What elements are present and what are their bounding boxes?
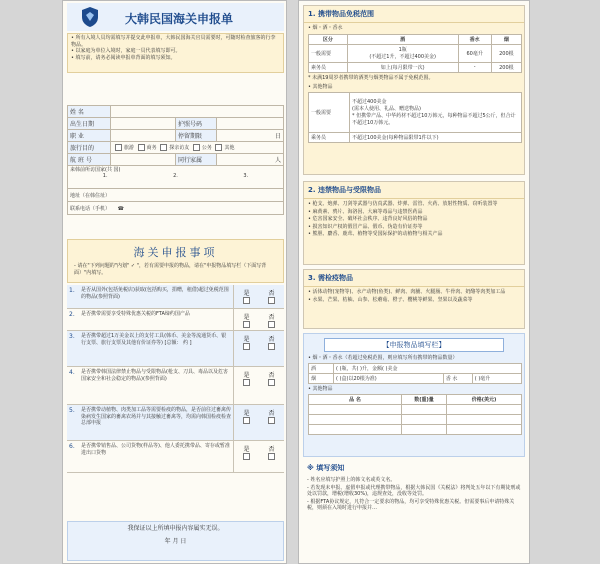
tobacco-alcohol-table — [308, 363, 522, 384]
purpose-option: 其他 — [224, 145, 235, 151]
instructions-section — [303, 461, 525, 564]
address-label: 地址（在韩住址） — [70, 192, 111, 199]
prohibited-list — [304, 199, 524, 241]
price-field[interactable] — [447, 415, 522, 425]
section-note: * 未满19周岁者携带的酒类与烟类物品不属于免税范围。 — [308, 74, 434, 81]
no-checkbox[interactable] — [268, 379, 275, 386]
companions-label: 同行家属 — [176, 154, 217, 166]
customs-shield-icon — [81, 6, 99, 28]
country-index: 2. — [173, 173, 178, 179]
flight-field[interactable] — [111, 154, 176, 166]
table-header: 烟 — [491, 34, 521, 44]
list-item: - 姓名应填写护照上的韩文名或英文名。 — [307, 477, 396, 483]
no-checkbox[interactable] — [268, 321, 275, 328]
section-title: 1. 携带物品免税范围 — [304, 6, 524, 23]
form-sub: • 其他物品 — [308, 385, 333, 392]
table-header: 酒 — [347, 34, 458, 44]
no-checkbox[interactable] — [268, 343, 275, 350]
purpose-option: 公务 — [201, 145, 212, 151]
qty-field[interactable] — [402, 415, 447, 425]
list-item: • 麻黄素、鸦片、海洛因、大麻等毒品与违禁医药品 — [308, 208, 423, 215]
no-checkbox[interactable] — [268, 453, 275, 460]
companions-unit: 人 — [217, 154, 284, 166]
yes-checkbox[interactable] — [243, 343, 250, 350]
purpose-option: 旅游 — [124, 145, 135, 151]
table-cell: 一般需要 — [309, 92, 350, 132]
intro-line: • 填写前，请务必阅读申报单背面的填写须知。 — [71, 54, 176, 61]
list-item: • 枪支、炮弹、刀剑等武器与仿真武器、炸弹、雷管、火药、放射性物质、窃听装置等 — [308, 201, 498, 207]
phone-row[interactable] — [68, 202, 284, 215]
table-cell: 如上(每月限带一次) — [347, 62, 458, 72]
qty-field[interactable] — [402, 425, 447, 435]
yes-label: 是 — [243, 336, 250, 343]
table-header: 数(重)量 — [402, 395, 447, 405]
item-question: 是否从国外(包括免税店)获取(包括购买，捐赠，租借)超过免税范围的物品(参照背面) — [81, 287, 229, 300]
item-field[interactable] — [309, 405, 402, 415]
table-cell: 一般需要 — [309, 44, 348, 62]
declaration-items — [67, 285, 284, 473]
yes-checkbox[interactable] — [243, 417, 250, 424]
address-row[interactable] — [68, 189, 284, 202]
form-header — [67, 3, 284, 31]
item-field[interactable] — [309, 425, 402, 435]
purpose-checkbox[interactable] — [215, 144, 222, 151]
form-title: 【申报物品填写栏】 — [324, 338, 504, 352]
table-cell: 不超过100美金(每种物品限带1件以下) — [350, 132, 522, 142]
no-checkbox[interactable] — [268, 417, 275, 424]
intro-line: • 以家庭为单位入境时，家庭一员代表填写即可。 — [71, 48, 181, 55]
list-item: • 危害国家安全、破坏社会秩序、违背良好风俗的物品 — [308, 216, 428, 223]
alcohol-field[interactable]: ( )瓶，共( )升，金额( )美金 — [334, 363, 522, 373]
item-question: 是否携带动植物、肉类加工品等需要检疫的物品，是否前往过畜禽传染病发生国家的畜禽农场并与其接触过畜禽等，均需向韩国检疫检查总部申报 — [81, 407, 232, 427]
section-title: 3. 需检疫物品 — [304, 270, 524, 287]
country-index: 1. — [102, 173, 108, 179]
purpose-label: 旅行目的 — [68, 142, 111, 154]
tobacco-field[interactable]: ( )盒(以20根为准) — [334, 373, 444, 383]
item-number: 2. — [69, 311, 75, 318]
item-question: 是否携带需要享受特殊优惠关税的FTA缔约国产品 — [81, 311, 190, 317]
form-sub: • 烟・酒・香水（若超过免税范围，则应填写所有携带的物品数量） — [308, 355, 458, 361]
declaration-front — [62, 0, 287, 564]
name-field[interactable] — [111, 106, 284, 118]
declaration-item — [67, 441, 284, 473]
list-item: - 若发现未申报、虚假申报或代理携带物品，根据大韩民国《关税法》将判处五年以下有期徒刑或处以罚款，增税(增收30%)，违规查处，没收等处罚。 — [307, 484, 521, 498]
yes-label: 是 — [243, 410, 250, 417]
table-header: 品 名 — [309, 395, 402, 405]
prohibited-section — [303, 181, 525, 265]
item-question: 是否携带韩国法律禁止物品与受限物品(枪支、刀具、毒品以及危害国家安全和社会稳定的物品)(参照背面) — [81, 369, 228, 382]
yes-label: 是 — [243, 290, 250, 297]
purpose-option: 商务 — [146, 145, 157, 151]
table-cell: 200根 — [491, 62, 521, 72]
declaration-back — [298, 0, 530, 564]
table-cell: 乘务员 — [309, 132, 350, 142]
signature-box — [67, 521, 284, 561]
job-label: 职 业 — [68, 130, 111, 142]
list-item: • 损害知识产权的假冒产品、假币、伪造有价证券等 — [308, 223, 423, 230]
no-label: 否 — [268, 290, 275, 297]
phone-icon: ☎ — [117, 205, 124, 212]
birth-field[interactable] — [111, 118, 176, 130]
item-number: 4. — [69, 369, 75, 376]
purpose-checkbox[interactable] — [138, 144, 145, 151]
stay-unit: 日 — [217, 130, 284, 142]
yes-label: 是 — [243, 372, 250, 379]
item-question: 是否携带超过1万美金以上的支付工具(韩币、美金等流通货币、银行支票、旅行支票及其他有价证券等) [总额： 约 ] — [81, 333, 227, 346]
table-cell: 200根 — [491, 44, 521, 62]
section-title: 2. 违禁物品与受限物品 — [304, 182, 524, 199]
declaration-item — [67, 309, 284, 331]
perfume-field[interactable]: ( )毫升 — [472, 373, 521, 383]
table-cell: 酒 — [309, 363, 334, 373]
declaration-item — [67, 285, 284, 309]
item-number: 5. — [69, 407, 75, 414]
countries-label: 来韩前所访国家(共 国) — [70, 167, 121, 173]
duty-free-section — [303, 5, 525, 175]
item-number: 6. — [69, 443, 75, 450]
qty-field[interactable] — [402, 405, 447, 415]
declared-items-form — [303, 333, 525, 457]
declaration-item — [67, 405, 284, 441]
quarantine-section — [303, 269, 525, 329]
declaration-item — [67, 367, 284, 405]
birth-label: 出生日期 — [68, 118, 111, 130]
item-question: 是否携带销售品、公司货物(样品等)、他人委托携带品、寄存或暂准进出口货物 — [81, 443, 230, 456]
no-label: 否 — [268, 446, 275, 453]
items-title: 海关申报事项 — [133, 246, 218, 259]
purpose-checkbox[interactable] — [160, 144, 167, 151]
item-number: 3. — [69, 333, 75, 340]
other-declared-table — [308, 394, 522, 435]
quarantine-list — [304, 287, 524, 306]
table-header: 区分 — [309, 34, 348, 44]
table-cell: 烟 — [309, 373, 334, 383]
passport-label: 护照号码 — [176, 118, 217, 130]
yes-checkbox[interactable] — [243, 379, 250, 386]
table-cell: - — [458, 62, 491, 72]
table-header: 香水 — [458, 34, 491, 44]
list-item: • 熊胆、麝香、鹿茸、植物等受国际保护的动植物与相关产品 — [308, 231, 443, 238]
purpose-option: 探亲访友 — [169, 145, 190, 151]
yes-checkbox[interactable] — [243, 321, 250, 328]
table-header: 价格(美元) — [447, 395, 522, 405]
purpose-checkbox[interactable] — [115, 144, 122, 151]
item-number: 1. — [69, 287, 75, 294]
section-title: ※ 填写须知 — [307, 464, 345, 472]
section-sub: • 烟・酒・香水 — [308, 25, 343, 31]
country-index: 3. — [243, 173, 249, 179]
yes-label: 是 — [243, 446, 250, 453]
table-cell: 1瓶 (不超过1升，不超过400美金) — [347, 44, 458, 62]
yes-checkbox[interactable] — [243, 453, 250, 460]
no-label: 否 — [268, 314, 275, 321]
countries-row[interactable] — [68, 166, 284, 189]
job-field[interactable] — [111, 130, 176, 142]
items-header — [67, 239, 284, 283]
table-cell: 素务员 — [309, 62, 348, 72]
form-title: 大韩民国海关申报单 — [125, 12, 234, 26]
intro-line: • 所有入境人员均需填写并提交此申报单，大韩民国海关官员需要时，可随时检查旅客的行李物品。 — [71, 35, 276, 48]
table-cell: 60毫升 — [458, 44, 491, 62]
stay-label: 停留期限 — [176, 130, 217, 142]
section-sub: • 其他物品 — [308, 84, 333, 91]
instructions-list — [303, 475, 525, 515]
guarantee-text: 我保证以上所填申报内容属实无误。 — [127, 525, 224, 532]
name-label: 姓 名 — [68, 106, 111, 118]
no-label: 否 — [268, 336, 275, 343]
intro-box — [67, 33, 284, 73]
table-cell: 香 水 — [443, 373, 472, 383]
no-label: 否 — [268, 372, 275, 379]
no-checkbox[interactable] — [268, 297, 275, 304]
item-field[interactable] — [309, 415, 402, 425]
allowance-table — [308, 34, 522, 73]
purpose-options — [111, 142, 284, 154]
personal-info — [67, 105, 284, 215]
other-items-table — [308, 92, 522, 143]
flight-label: 航 班 号 — [68, 154, 111, 166]
items-note: - 请在"下列问题的"内划" ✓ "，若有需要申报的物品，请在"申报物品填写栏（下面写背面）"内填写。 — [74, 263, 267, 276]
price-field[interactable] — [447, 405, 522, 415]
purpose-checkbox[interactable] — [193, 144, 200, 151]
declaration-item — [67, 331, 284, 367]
yes-label: 是 — [243, 314, 250, 321]
table-cell: 不超过400美金 (需本人使用、礼品、赠送物品) * 但携带产品、中华药材不超过10万韩元，每种物品不超过5公斤，但合计不超过10万韩元。 — [350, 92, 522, 132]
no-label: 否 — [268, 410, 275, 417]
passport-field[interactable] — [217, 118, 284, 130]
date-label: 年 月 日 — [164, 537, 187, 545]
list-item: • 活体动物(宠物等)、水产动物(鱼类)、鲜肉、肉脯、火腿肠、牛骨肉、奶酪等肉类加工品 — [308, 289, 506, 295]
list-item: - 根据FTA协议规定，凡符合一定要求的物品，均可享受特殊优惠关税。但需要事后申请特殊关税，则须在入境时进行申报并… — [307, 498, 515, 512]
phone-label: 联系电话（手机） — [70, 205, 111, 212]
price-field[interactable] — [447, 425, 522, 435]
yes-checkbox[interactable] — [243, 297, 250, 304]
list-item: • 水果、芒果、桔柚、山参、松蘑菇、橙子、樱桃等鲜果、坚果以及蔬菜等 — [308, 296, 473, 303]
